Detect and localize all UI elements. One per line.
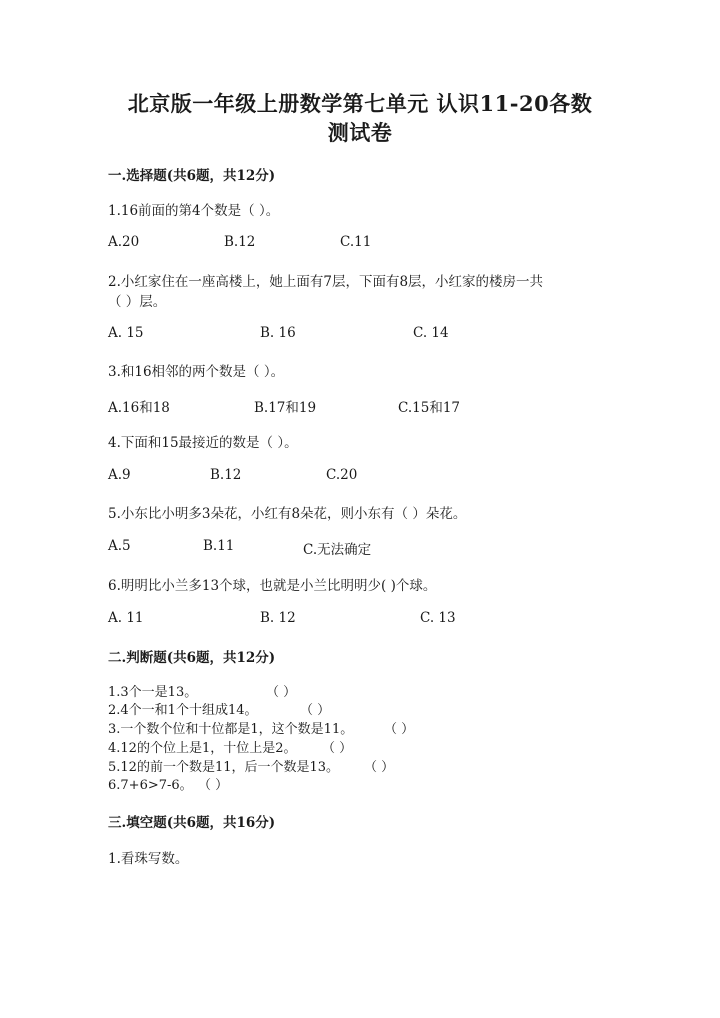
answer-parentheses: （ ）	[198, 778, 229, 793]
option-c: C.11	[340, 234, 372, 250]
option-c: C.无法确定	[303, 542, 372, 558]
page-title-continued: 测试卷	[327, 120, 393, 145]
answer-parentheses: （ ）	[300, 703, 331, 718]
answer-parentheses: （ ）	[266, 685, 297, 700]
option-b: B.17和19	[254, 400, 317, 416]
option-c: C. 13	[420, 610, 456, 626]
page-title: 北京版一年级上册数学第七单元 认识11-20各数	[127, 91, 593, 116]
option-a: A.9	[108, 467, 131, 483]
option-a: A.16和18	[108, 400, 170, 416]
section-heading: 二.判断题(共6题，共12分)	[108, 650, 276, 666]
section-heading: 一.选择题(共6题，共12分)	[108, 168, 276, 184]
option-c: C. 14	[413, 325, 449, 341]
question-text: 1.16前面的第4个数是（ ）。	[108, 203, 280, 219]
judgment-item: 5.12的前一个数是11，后一个数是13。	[108, 760, 340, 775]
question-text: 2.小红家住在一座高楼上，她上面有7层，下面有8层，小红家的楼房一共	[108, 274, 544, 290]
judgment-item: 3.一个数个位和十位都是1，这个数是11。	[108, 722, 354, 737]
judgment-item: 1.3个一是13。	[108, 685, 198, 700]
option-c: C.20	[326, 467, 358, 483]
answer-parentheses: （ ）	[384, 722, 415, 737]
option-c: C.15和17	[398, 400, 460, 416]
option-a: A.5	[108, 538, 131, 554]
option-b: B.12	[224, 234, 256, 250]
option-a: A. 11	[108, 610, 144, 626]
answer-parentheses: （ ）	[322, 741, 353, 756]
question-text: 1.看珠写数。	[108, 851, 189, 867]
answer-parentheses: （ ）	[364, 760, 395, 775]
option-b: B.11	[203, 538, 235, 554]
judgment-item: 2.4个一和1个十组成14。	[108, 703, 258, 718]
question-text: 6.明明比小兰多13个球，也就是小兰比明明少( )个球。	[108, 578, 437, 594]
question-text: 4.下面和15最接近的数是（ ）。	[108, 435, 298, 451]
option-a: A. 15	[108, 325, 144, 341]
question-text: 5.小东比小明多3朵花，小红有8朵花，则小东有（ ）朵花。	[108, 506, 467, 522]
section-heading: 三.填空题(共6题，共16分)	[108, 815, 276, 831]
judgment-item: 4.12的个位上是1，十位上是2。	[108, 741, 297, 756]
option-b: B. 16	[260, 325, 296, 341]
question-text: 3.和16相邻的两个数是（ ）。	[108, 364, 285, 380]
option-b: B. 12	[260, 610, 296, 626]
judgment-item: 6.7+6>7-6。	[108, 778, 193, 793]
option-b: B.12	[210, 467, 242, 483]
question-text-continued: （ ）层。	[108, 294, 167, 310]
option-a: A.20	[108, 234, 140, 250]
